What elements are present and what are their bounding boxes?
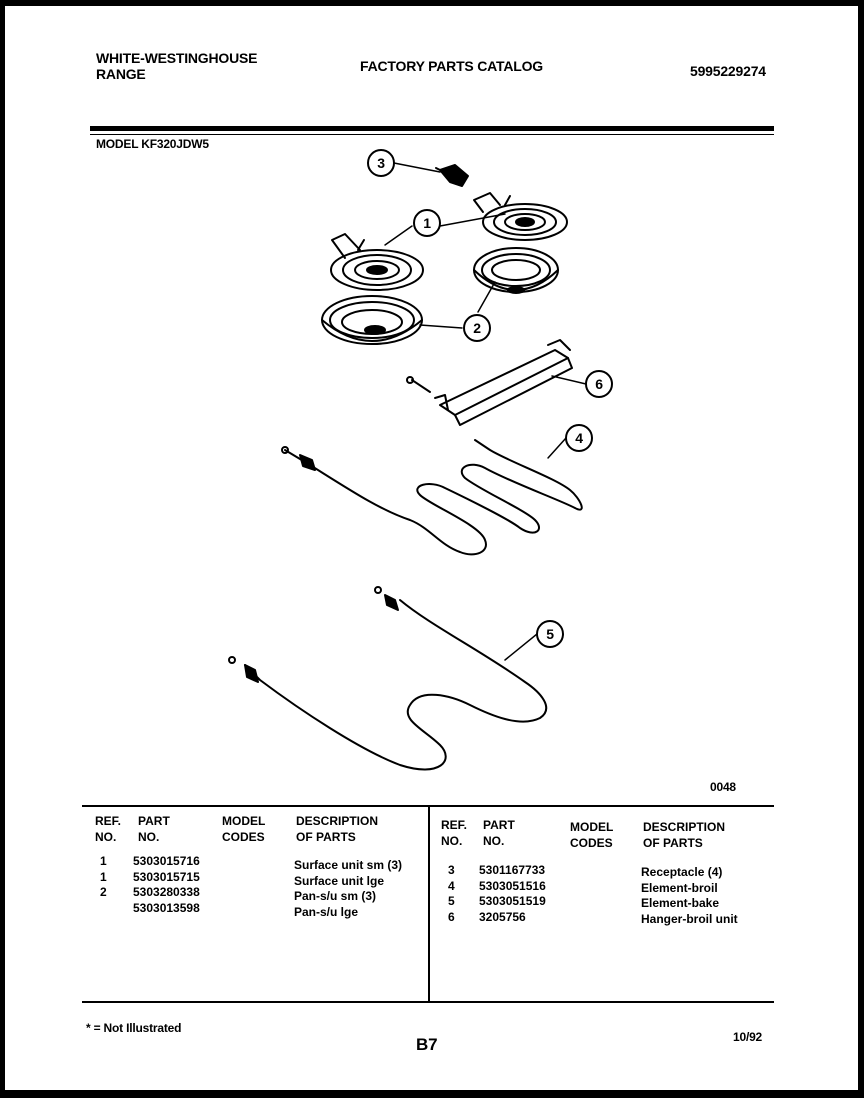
header-ref-right: REF. NO. xyxy=(441,818,468,848)
table-cell: 2 xyxy=(100,885,107,899)
header-model-right: MODEL CODES xyxy=(570,820,614,850)
table-cell: 1 xyxy=(100,869,107,884)
header-model-left: MODEL CODES xyxy=(222,814,266,844)
table-cell: 5303280338 xyxy=(133,885,200,899)
brand-name: WHITE-WESTINGHOUSE xyxy=(96,50,258,66)
table-divider xyxy=(428,806,430,1002)
surface-unit-small xyxy=(331,234,423,290)
revision-date: 10/92 xyxy=(733,1030,763,1044)
left-desc-column xyxy=(294,858,402,920)
table-cell: Pan-s/u sm (3) xyxy=(294,889,377,903)
table-cell: 5303051516 xyxy=(479,878,546,893)
callout-6: 6 xyxy=(595,376,603,392)
callout-5: 5 xyxy=(546,626,554,642)
broil-element xyxy=(285,440,582,554)
hanger-broil-bracket xyxy=(407,340,572,425)
callout-1: 1 xyxy=(423,215,431,231)
model-number: MODEL KF320JDW5 xyxy=(96,137,209,151)
header-part-left: PART NO. xyxy=(138,814,170,844)
header-desc-right: DESCRIPTION OF PARTS xyxy=(643,820,726,850)
callout-3: 3 xyxy=(377,155,385,171)
right-part-column xyxy=(479,863,546,925)
table-cell: 3 xyxy=(448,863,455,877)
table-cell: Surface unit lge xyxy=(294,873,385,888)
table-cell: 1 xyxy=(100,854,107,868)
table-cell: 3205756 xyxy=(479,909,526,924)
table-cell: 5303013598 xyxy=(133,900,200,915)
figure-code: 0048 xyxy=(710,780,736,794)
catalog-title: FACTORY PARTS CATALOG xyxy=(360,58,543,74)
table-cell: Surface unit sm (3) xyxy=(294,858,403,872)
table-cell: 5303051519 xyxy=(479,894,546,908)
header-part-right: PART NO. xyxy=(483,818,515,848)
left-ref-column xyxy=(100,854,107,916)
footnote: * = Not Illustrated xyxy=(86,1021,182,1035)
table-cell xyxy=(100,901,107,917)
page-number: B7 xyxy=(416,1035,438,1054)
receptacle-part xyxy=(436,165,468,186)
table-cell: 5303015716 xyxy=(133,854,200,868)
header-desc-left: DESCRIPTION OF PARTS xyxy=(296,814,379,844)
drip-pan-left xyxy=(322,296,422,344)
table-cell: Element-broil xyxy=(641,880,718,895)
table-cell: 4 xyxy=(448,878,455,893)
right-desc-column xyxy=(641,865,738,927)
table-cell: Receptacle (4) xyxy=(641,865,723,879)
right-ref-column xyxy=(448,863,455,925)
table-cell: 5 xyxy=(448,894,455,908)
product-type: RANGE xyxy=(96,66,146,82)
table-cell: Pan-s/u lge xyxy=(294,904,359,919)
table-cell: 6 xyxy=(448,909,455,924)
left-part-column xyxy=(133,854,200,916)
table-cell: Element-bake xyxy=(641,896,720,910)
table-cell: 5301167733 xyxy=(479,863,546,877)
table-cell: 5303015715 xyxy=(133,869,200,884)
header-ref-left: REF. NO. xyxy=(95,814,122,844)
callout-2: 2 xyxy=(473,320,481,336)
bake-element xyxy=(245,600,546,769)
table-cell: Hanger-broil unit xyxy=(641,911,738,926)
catalog-number: 5995229274 xyxy=(690,63,766,79)
callout-4: 4 xyxy=(575,430,583,446)
drip-pan-right xyxy=(474,248,558,293)
